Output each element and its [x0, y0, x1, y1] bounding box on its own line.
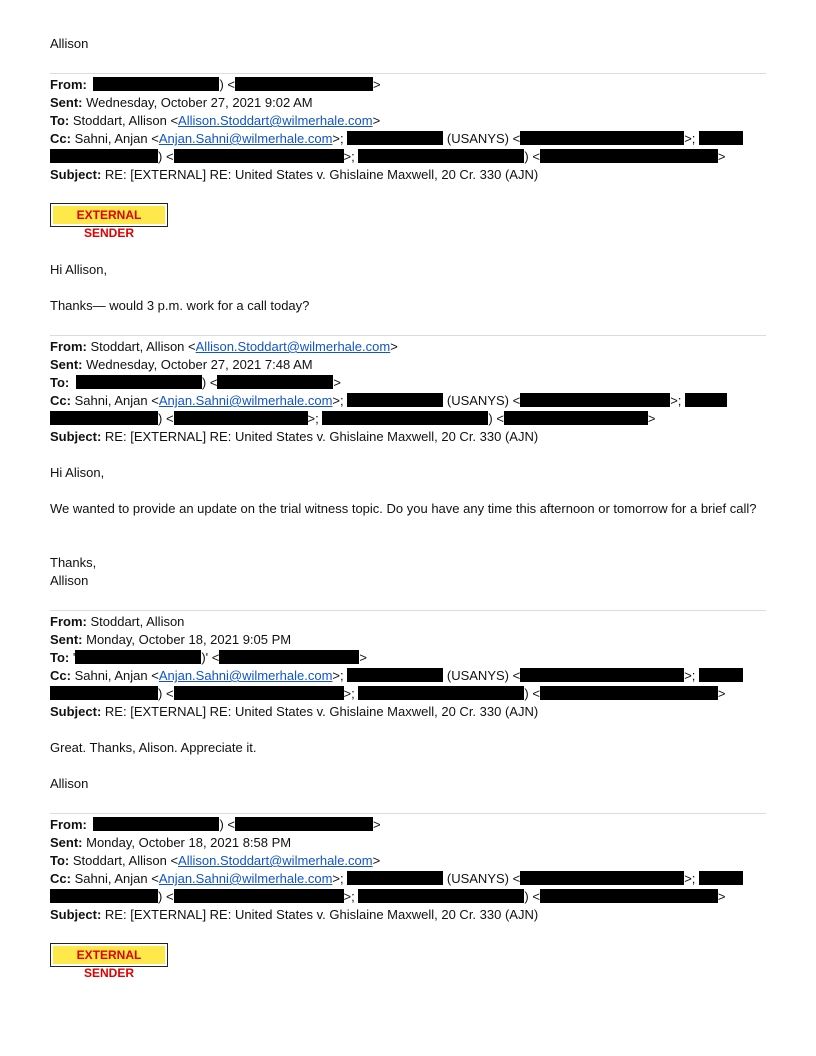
email2-from: From: Stoddart, Allison <Allison.Stoddart@wilmerhale.com>	[50, 339, 398, 354]
redaction	[174, 686, 344, 700]
redaction	[504, 411, 648, 425]
separator	[50, 335, 766, 336]
email3-signature: Allison	[50, 776, 89, 791]
email4-subject: Subject: RE: [EXTERNAL] RE: United States v. Ghislaine Maxwell, 20 Cr. 330 (AJN)	[50, 907, 539, 922]
redaction	[235, 77, 373, 91]
redaction	[520, 131, 684, 145]
email2-to: To: ) < >	[50, 375, 342, 390]
email2-cc-cont: ) < >; ) < >	[50, 410, 656, 428]
sahni-email-link[interactable]: Anjan.Sahni@wilmerhale.com	[158, 871, 333, 886]
sahni-email-link[interactable]: Anjan.Sahni@wilmerhale.com	[158, 131, 333, 146]
redaction	[50, 686, 158, 700]
email3-cc: Cc: Sahni, Anjan <Anjan.Sahni@wilmerhale.com>; (USANYS) < >;	[50, 667, 743, 685]
stoddart-email-link[interactable]: Allison.Stoddart@wilmerhale.com	[195, 339, 391, 354]
redaction	[540, 149, 718, 163]
email1-cc-cont: ) < >; ) < >	[50, 148, 726, 166]
email4-sent: Sent: Monday, October 18, 2021 8:58 PM	[50, 835, 292, 850]
email1-to: To: Stoddart, Allison <Allison.Stoddart@wilmerhale.com>	[50, 113, 381, 128]
email4-from: From: ) < >	[50, 817, 381, 832]
email1-sent: Sent: Wednesday, October 27, 2021 9:02 AM	[50, 95, 313, 110]
redaction	[174, 149, 344, 163]
email1-from: From: ) < >	[50, 77, 381, 92]
redaction	[699, 668, 743, 682]
redaction	[217, 375, 333, 389]
redaction	[174, 889, 344, 903]
email2-cc: Cc: Sahni, Anjan <Anjan.Sahni@wilmerhale.com>; (USANYS) < >;	[50, 392, 727, 410]
email3-to: To: ' )' < >	[50, 650, 367, 665]
stoddart-email-link[interactable]: Allison.Stoddart@wilmerhale.com	[178, 113, 373, 128]
external-sender-badge: EXTERNAL SENDER	[50, 943, 168, 967]
redaction	[540, 889, 718, 903]
email4-cc-cont: ) < >; ) < >	[50, 888, 726, 906]
email3-sent: Sent: Monday, October 18, 2021 9:05 PM	[50, 632, 292, 647]
redaction	[358, 149, 524, 163]
email4-cc: Cc: Sahni, Anjan <Anjan.Sahni@wilmerhale.com>; (USANYS) < >;	[50, 870, 743, 888]
redaction	[540, 686, 718, 700]
redaction	[347, 393, 443, 407]
redaction	[347, 871, 443, 885]
redaction	[174, 411, 308, 425]
external-sender-badge: EXTERNAL SENDER	[50, 203, 168, 227]
redaction	[50, 149, 158, 163]
redaction	[322, 411, 488, 425]
email2-sent: Sent: Wednesday, October 27, 2021 7:48 AM	[50, 357, 313, 372]
email2-signature: Allison	[50, 573, 89, 588]
email4-to: To: Stoddart, Allison <Allison.Stoddart@wilmerhale.com>	[50, 853, 381, 868]
redaction	[347, 668, 443, 682]
redaction	[699, 131, 743, 145]
separator	[50, 610, 766, 611]
redaction	[50, 411, 158, 425]
email3-from: From: Stoddart, Allison	[50, 614, 185, 629]
email3-cc-cont: ) < >; ) < >	[50, 685, 726, 703]
sahni-email-link[interactable]: Anjan.Sahni@wilmerhale.com	[158, 668, 333, 683]
email1-cc: Cc: Sahni, Anjan <Anjan.Sahni@wilmerhale.com>; (USANYS) < >;	[50, 130, 743, 148]
redaction	[219, 650, 359, 664]
redaction	[358, 889, 524, 903]
redaction	[520, 871, 684, 885]
email1-body: Thanks— would 3 p.m. work for a call today?	[50, 298, 310, 313]
redaction	[93, 77, 219, 91]
redaction	[75, 650, 201, 664]
email1-subject: Subject: RE: [EXTERNAL] RE: United States v. Ghislaine Maxwell, 20 Cr. 330 (AJN)	[50, 167, 539, 182]
email1-greeting: Hi Allison,	[50, 262, 108, 277]
separator	[50, 813, 766, 814]
redaction	[685, 393, 727, 407]
email3-subject: Subject: RE: [EXTERNAL] RE: United States v. Ghislaine Maxwell, 20 Cr. 330 (AJN)	[50, 704, 539, 719]
redaction	[50, 889, 158, 903]
redaction	[520, 668, 684, 682]
redaction	[699, 871, 743, 885]
email2-body: We wanted to provide an update on the trial witness topic. Do you have any time this afternoon or tomorrow for a brief call?	[50, 501, 757, 516]
separator	[50, 73, 766, 74]
redaction	[235, 817, 373, 831]
email2-closing: Thanks,	[50, 555, 97, 570]
redaction	[520, 393, 670, 407]
redaction	[76, 375, 202, 389]
email2-greeting: Hi Alison,	[50, 465, 105, 480]
top-signature: Allison	[50, 36, 89, 51]
email2-subject: Subject: RE: [EXTERNAL] RE: United States v. Ghislaine Maxwell, 20 Cr. 330 (AJN)	[50, 429, 539, 444]
redaction	[358, 686, 524, 700]
sahni-email-link[interactable]: Anjan.Sahni@wilmerhale.com	[158, 393, 333, 408]
redaction	[347, 131, 443, 145]
email3-body: Great. Thanks, Alison. Appreciate it.	[50, 740, 257, 755]
redaction	[93, 817, 219, 831]
stoddart-email-link[interactable]: Allison.Stoddart@wilmerhale.com	[178, 853, 373, 868]
